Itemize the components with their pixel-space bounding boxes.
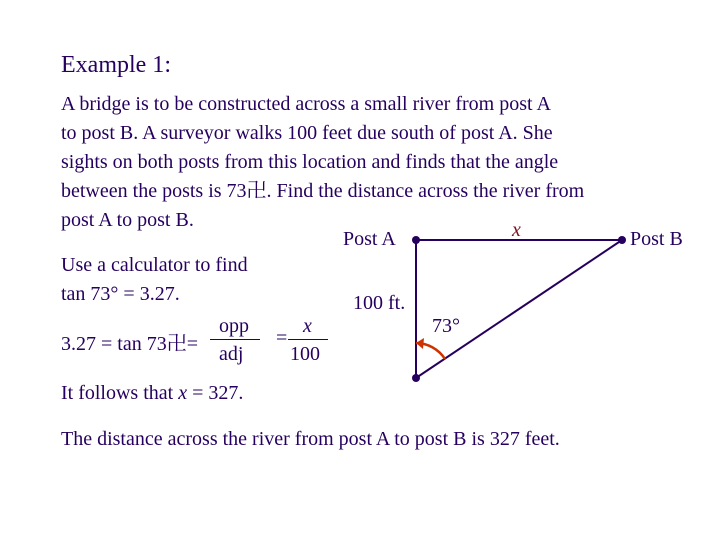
problem-line-5: post A to post B.: [61, 209, 194, 231]
example-title-colon: :: [164, 52, 171, 78]
fraction-numerator-x: x: [303, 315, 312, 337]
hypotenuse-line: [416, 240, 622, 378]
problem-line-4-end: . Find the distance across the river from: [266, 180, 585, 202]
problem-line-3: sights on both posts from this location and finds that the angle: [61, 151, 559, 173]
side-100ft-label: 100 ft.: [353, 292, 406, 314]
post-a-dot: [412, 236, 420, 244]
angle-arrowhead: [416, 338, 424, 349]
fraction-denominator-100: 100: [290, 343, 320, 365]
problem-line-4-start: between the posts is 73: [61, 180, 247, 202]
follows-prefix: It follows that: [61, 382, 179, 404]
angle-73-label: 73°: [432, 315, 460, 337]
equation-eq2: =: [276, 327, 288, 349]
example-title-text: Example 1: [61, 52, 165, 78]
follows-suffix: = 327.: [187, 382, 244, 404]
degree-glyph: 卍: [246, 180, 267, 202]
problem-line-2: to post B. A surveyor walks 100 feet due south of post A. She: [61, 122, 553, 144]
x-label: x: [512, 219, 521, 241]
calculator-note-line-1: Use a calculator to find: [61, 254, 248, 276]
post-b-label: Post B: [630, 228, 683, 250]
surveyor-dot: [412, 374, 420, 382]
calculator-note-line-2: tan 73° = 3.27.: [61, 283, 180, 305]
post-a-label: Post A: [343, 228, 396, 250]
conclusion-text: The distance across the river from post A to post B is 327 feet.: [61, 428, 560, 450]
equation-degree-glyph: 卍: [166, 333, 187, 355]
fraction-numerator-opp: opp: [219, 315, 249, 337]
equation-lhs-text: 3.27 = tan 73: [61, 333, 167, 355]
follows-variable: x: [178, 382, 188, 404]
equation-eq1: =: [186, 333, 198, 355]
fraction-denominator-adj: adj: [219, 343, 244, 365]
post-b-dot: [618, 236, 626, 244]
problem-line-1: A bridge is to be constructed across a small river from post A: [61, 93, 551, 115]
